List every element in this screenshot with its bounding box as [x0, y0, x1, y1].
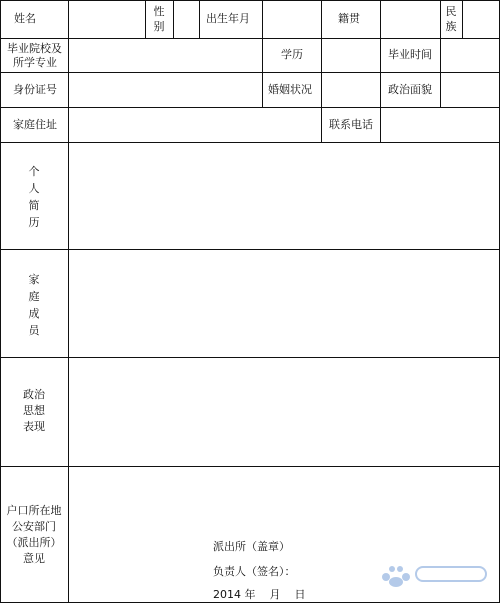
police-label-line4: 意见 — [23, 552, 45, 565]
phone-label: 联系电话 — [329, 118, 373, 131]
family-members-field[interactable] — [69, 250, 499, 357]
political-status-field[interactable] — [441, 73, 499, 107]
phone-field[interactable] — [381, 108, 499, 142]
police-label-line3: （派出所） — [6, 536, 62, 549]
political-status-label: 政治面貌 — [388, 83, 432, 96]
native-place-label: 籍贯 — [338, 12, 360, 25]
education-field[interactable] — [322, 39, 380, 72]
signature-line: 负责人（签名）： — [213, 565, 296, 578]
school-major-label-line2: 所学专业 — [13, 56, 57, 69]
gender-label: 性别 — [153, 5, 165, 33]
stamp-line: 派出所（盖章） — [213, 540, 290, 553]
gender-field[interactable] — [174, 1, 199, 38]
home-address-label: 家庭住址 — [13, 118, 57, 131]
school-major-field[interactable] — [69, 39, 262, 72]
home-address-field[interactable] — [69, 108, 321, 142]
ethnicity-label: 民族 — [445, 5, 457, 33]
school-major-label-line1: 毕业院校及 — [7, 42, 62, 55]
id-number-field[interactable] — [69, 73, 262, 107]
ideology-label-line3: 表现 — [23, 420, 45, 433]
police-opinion-label — [0, 503, 68, 567]
name-label: 姓名 — [14, 12, 36, 25]
marital-status-label: 婚姻状况 — [268, 83, 312, 96]
ideology-label — [0, 387, 68, 435]
education-label: 学历 — [281, 48, 303, 61]
date-line: 2014 年 月 日 — [213, 588, 306, 601]
ideology-label-line1: 政治 — [23, 388, 45, 401]
resume-field[interactable] — [69, 143, 499, 249]
birth-date-label: 出生年月 — [206, 12, 250, 25]
ideology-field[interactable] — [69, 358, 499, 466]
family-members-label: 家庭成员 — [28, 273, 40, 337]
native-place-field[interactable] — [381, 1, 440, 38]
birth-date-field[interactable] — [263, 1, 321, 38]
graduation-time-label: 毕业时间 — [388, 48, 432, 61]
resume-label: 个人简历 — [28, 165, 40, 229]
police-label-line1: 户口所在地 — [6, 504, 62, 517]
graduation-time-field[interactable] — [441, 39, 499, 72]
baidu-paw-icon — [372, 559, 492, 589]
police-label-line2: 公安部门 — [12, 520, 56, 533]
ethnicity-field[interactable] — [463, 1, 499, 38]
name-field[interactable] — [69, 1, 145, 38]
marital-status-field[interactable] — [322, 73, 380, 107]
id-number-label: 身份证号 — [13, 83, 57, 96]
ideology-label-line2: 思想 — [23, 404, 45, 417]
